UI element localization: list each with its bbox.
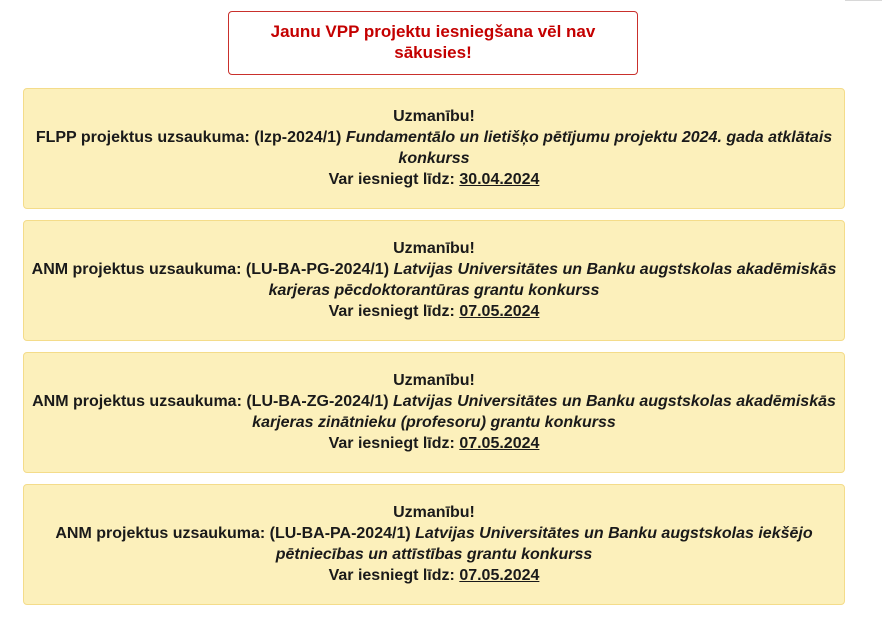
- notice-description: [24, 523, 844, 565]
- call-notice-flpp: [23, 88, 845, 209]
- call-notice-lu-ba-pg: [23, 220, 845, 341]
- deadline-date[interactable]: 30.04.2024: [459, 171, 540, 188]
- notice-deadline: [24, 433, 844, 454]
- top-divider: [845, 0, 882, 1]
- notice-call-code: ANM projektus uzsaukuma: (LU-BA-ZG-2024/1): [32, 393, 389, 410]
- notice-heading: Uzmanību!: [393, 240, 475, 257]
- notice-call-code: FLPP projektus uzsaukuma: (lzp-2024/1): [35, 129, 342, 146]
- deadline-date[interactable]: 07.05.2024: [459, 567, 540, 584]
- notice-call-title: Latvijas Universitātes un Banku augstskolas iekšējo pētniecības un attīstības grantu konkurss: [275, 525, 813, 563]
- error-alert-text: Jaunu VPP projektu iesniegšana vēl nav sākusies!: [270, 22, 596, 62]
- notice-heading: Uzmanību!: [393, 504, 475, 521]
- notice-call-title: Latvijas Universitātes un Banku augstskolas akadēmiskās karjeras pēcdoktorantūras grantu konkurss: [268, 261, 837, 299]
- call-notice-lu-ba-zg: [23, 352, 845, 473]
- deadline-label: Var iesniegt līdz:: [328, 303, 455, 320]
- notice-deadline: [24, 565, 844, 586]
- notice-call-code: ANM projektus uzsaukuma: (LU-BA-PA-2024/1): [55, 525, 411, 542]
- notice-call-title: Fundamentālo un lietišķo pētījumu projektu 2024. gada atklātais konkurss: [345, 129, 833, 167]
- error-alert: [228, 11, 638, 75]
- deadline-label: Var iesniegt līdz:: [328, 435, 455, 452]
- call-notice-lu-ba-pa: [23, 484, 845, 605]
- deadline-date[interactable]: 07.05.2024: [459, 435, 540, 452]
- deadline-label: Var iesniegt līdz:: [328, 567, 455, 584]
- notice-deadline: [24, 301, 844, 322]
- notice-call-code: ANM projektus uzsaukuma: (LU-BA-PG-2024/1): [31, 261, 390, 278]
- notice-description: [24, 391, 844, 433]
- deadline-label: Var iesniegt līdz:: [328, 171, 455, 188]
- notice-description: [24, 127, 844, 169]
- notice-heading: Uzmanību!: [393, 108, 475, 125]
- notice-deadline: [24, 169, 844, 190]
- notice-heading: Uzmanību!: [393, 372, 475, 389]
- notice-call-title: Latvijas Universitātes un Banku augstskolas akadēmiskās karjeras zinātnieku (profesoru) grantu konkurss: [252, 393, 836, 431]
- notice-description: [24, 259, 844, 301]
- deadline-date[interactable]: 07.05.2024: [459, 303, 540, 320]
